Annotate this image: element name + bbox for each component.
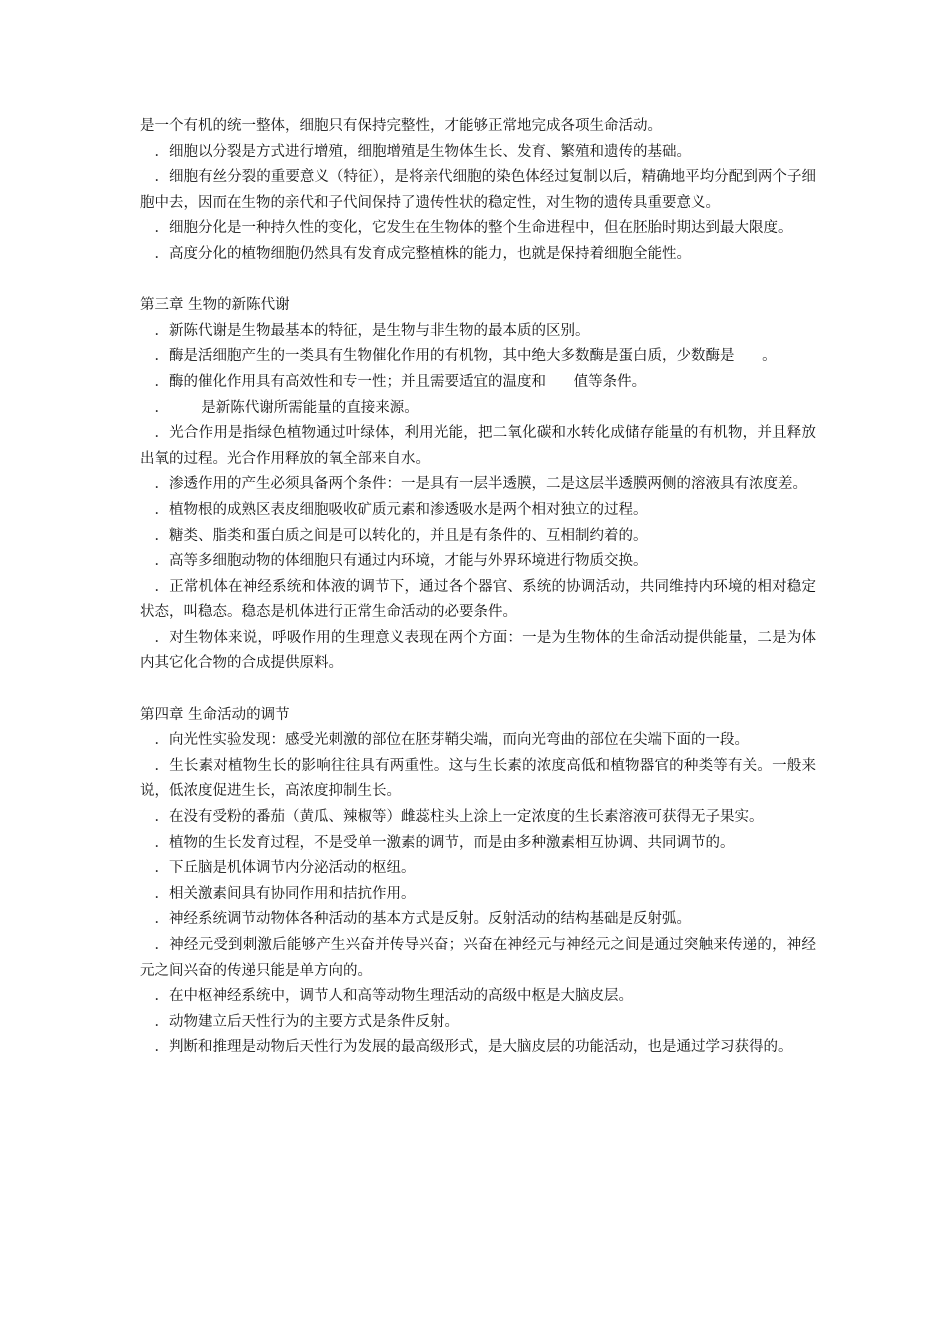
chapter-3-item-5: ．渗透作用的产生必须具备两个条件：一是具有一层半透膜，二是这层半透膜两侧的溶液具有浓度差。 — [154, 476, 807, 493]
intro-paragraph-2: ．细胞有丝分裂的重要意义（特征），是将亲代细胞的染色体经过复制以后，精确地平均分配到两个子细胞中去，因而在生物的亲代和子代间保持了遗传性状的稳定性，对生物的遗传具重要意义。 — [140, 169, 816, 211]
chapter-3-item-4: ．光合作用是指绿色植物通过叶绿体，利用光能，把二氧化碳和水转化成储存能量的有机物，并且释放出氧的过程。光合作用释放的氧全部来自水。 — [140, 425, 816, 467]
chapter-4-item-9: ．动物建立后天性行为的主要方式是条件反射。 — [154, 1013, 459, 1030]
chapter-3-item-8: ．高等多细胞动物的体细胞只有通过内环境，才能与外界环境进行物质交换。 — [154, 553, 648, 570]
intro-paragraph-0: 是一个有机的统一整体，细胞只有保持完整性，才能够正常地完成各项生命活动。 — [140, 118, 662, 134]
chapter-3-item-0: ．新陈代谢是生物最基本的特征，是生物与非生物的最本质的区别。 — [154, 322, 590, 339]
chapter-3-item-6: ．植物根的成熟区表皮细胞吸收矿质元素和渗透吸水是两个相对独立的过程。 — [154, 501, 648, 518]
intro-paragraph-3: ．细胞分化是一种持久性的变化，它发生在生物体的整个生命进程中，但在胚胎时期达到最大限度。 — [154, 220, 793, 237]
document-page — [140, 114, 816, 1061]
chapter-4-item-8: ．在中枢神经系统中，调节人和高等动物生理活动的高级中枢是大脑皮层。 — [154, 988, 633, 1005]
intro-paragraph-1: ．细胞以分裂是方式进行增殖，细胞增殖是生物体生长、发育、繁殖和遗传的基础。 — [154, 143, 691, 160]
chapter-3-heading: 第三章 生物的新陈代谢 — [140, 297, 290, 314]
chapter-3-item-3: ． 是新陈代谢所需能量的直接来源。 — [154, 399, 419, 416]
chapter-4-item-3: ．植物的生长发育过程，不是受单一激素的调节，而是由多种激素相互协调、共同调节的。 — [154, 834, 735, 851]
chapter-4-item-7: ．神经元受到刺激后能够产生兴奋并传导兴奋；兴奋在神经元与神经元之间是通过突触来传递的，神经元之间兴奋的传递只能是单方向的。 — [140, 937, 816, 979]
chapter-3-item-10: ．对生物体来说，呼吸作用的生理意义表现在两个方面：一是为生物体的生命活动提供能量，二是为体内其它化合物的合成提供原料。 — [140, 629, 816, 672]
intro-paragraph-4: ．高度分化的植物细胞仍然具有发育成完整植株的能力，也就是保持着细胞全能性。 — [154, 245, 691, 262]
chapter-3-item-7: ．糖类、脂类和蛋白质之间是可以转化的，并且是有条件的、互相制约着的。 — [154, 527, 648, 544]
chapter-3-item-2: ．酶的催化作用具有高效性和专一性；并且需要适宜的温度和 值等条件。 — [154, 373, 647, 390]
chapter-4-item-4: ．下丘脑是机体调节内分泌活动的枢纽。 — [154, 860, 416, 877]
chapter-4-item-2: ．在没有受粉的番茄（黄瓜、辣椒等）雌蕊柱头上涂上一定浓度的生长素溶液可获得无子果实。 — [154, 809, 764, 826]
chapter-4-item-10: ．判断和推理是动物后天性行为发展的最高级形式，是大脑皮层的功能活动，也是通过学习获得的。 — [154, 1039, 793, 1056]
chapter-4-item-1: ．生长素对植物生长的影响往往具有两重性。这与生长素的浓度高低和植物器官的种类等有关。一般来说，低浓度促进生长，高浓度抑制生长。 — [140, 757, 816, 800]
chapter-4-item-6: ．神经系统调节动物体各种活动的基本方式是反射。反射活动的结构基础是反射弧。 — [154, 911, 691, 928]
chapter-3-item-9: ．正常机体在神经系统和体液的调节下，通过各个器官、系统的协调活动，共同维持内环境的相对稳定状态，叫稳态。稳态是机体进行正常生命活动的必要条件。 — [140, 578, 816, 621]
chapter-4-heading: 第四章 生命活动的调节 — [140, 706, 290, 723]
chapter-3-item-1: ．酶是活细胞产生的一类具有生物催化作用的有机物，其中绝大多数酶是蛋白质，少数酶是 。 — [154, 348, 777, 365]
chapter-4-item-0: ．向光性实验发现：感受光刺激的部位在胚芽鞘尖端，而向光弯曲的部位在尖端下面的一段。 — [154, 732, 749, 749]
chapter-4-item-5: ．相关激素间具有协同作用和拮抗作用。 — [154, 885, 416, 902]
